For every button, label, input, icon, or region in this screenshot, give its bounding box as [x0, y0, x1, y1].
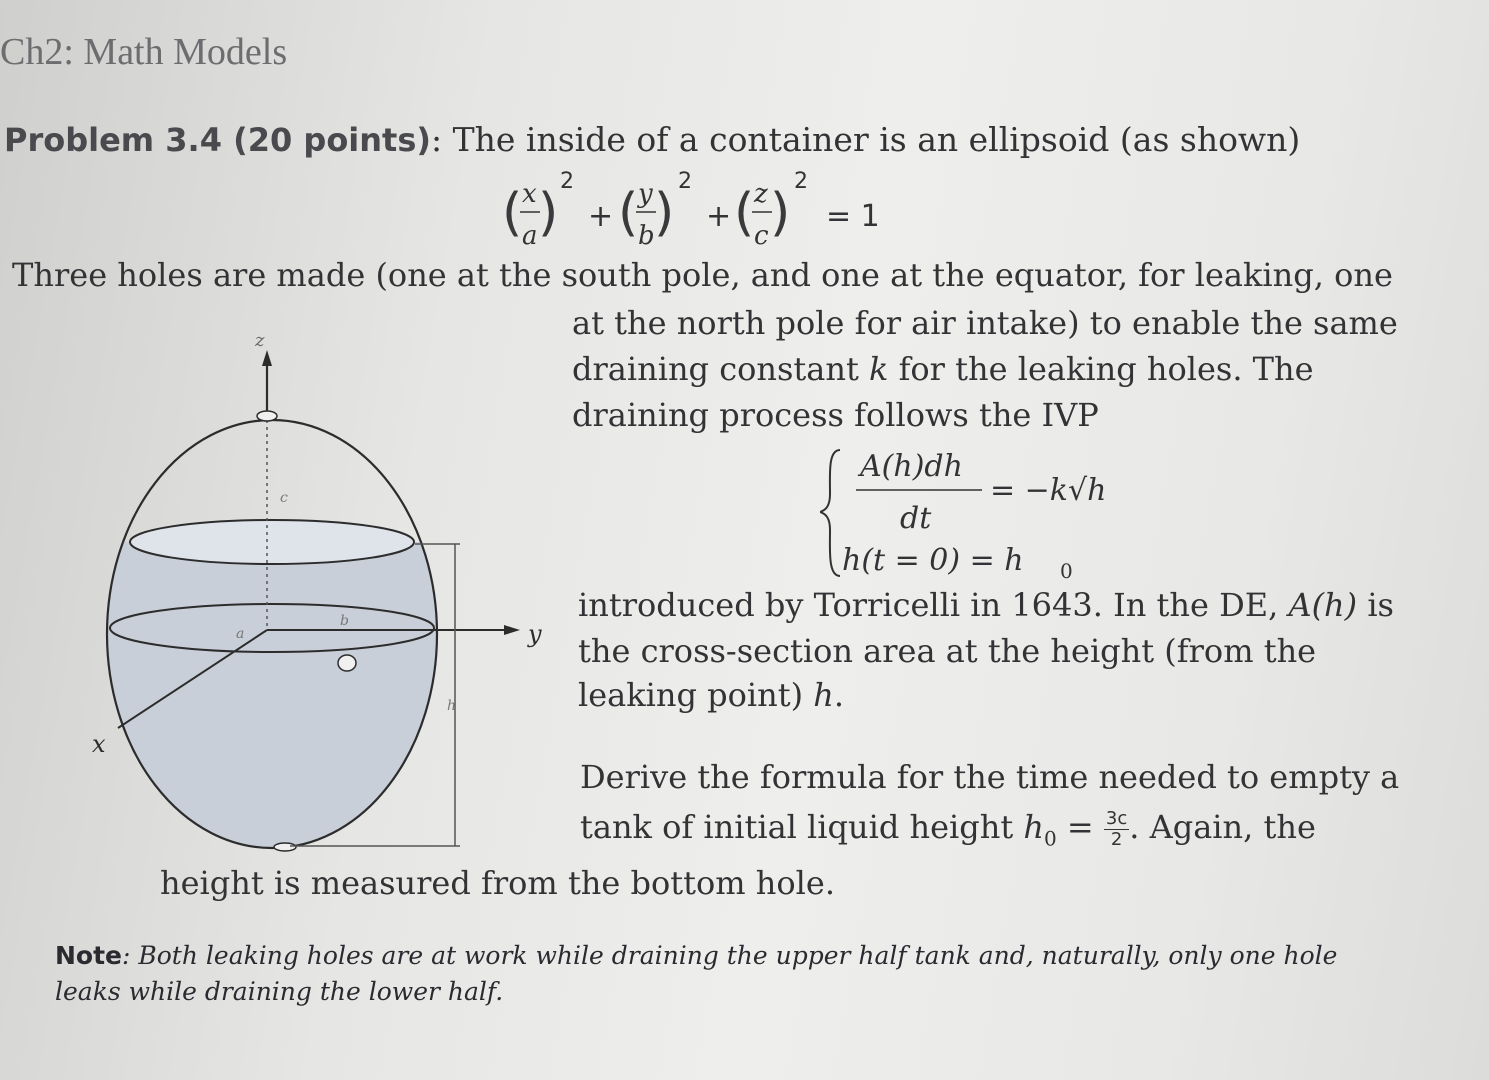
paragraph-line-3-b: for the leaking holes. The — [888, 350, 1314, 388]
area-function: A(h) — [1288, 586, 1358, 624]
y-axis-label: y — [528, 620, 542, 648]
task-line-2-a: tank of initial liquid height — [580, 808, 1024, 846]
task-line-3: height is measured from the bottom hole. — [160, 864, 835, 902]
svg-text:(: ( — [618, 183, 639, 243]
chapter-title: Ch2: Math Models — [0, 31, 288, 73]
equation-graphic — [500, 168, 920, 258]
note-text: : Both leaking holes are at work while draining the upper half tank and, naturally, only one hole leaks while draining the lower half. — [55, 941, 1338, 1006]
task-line-2-b: . Again, the — [1129, 808, 1316, 846]
initial-height-subscript: 0 — [1044, 826, 1057, 851]
term-x-numerator: x — [522, 179, 537, 209]
ivp-rhs: = −k√h — [990, 473, 1107, 508]
exponent-3: 2 — [794, 169, 808, 194]
term-z-numerator: z — [754, 179, 768, 209]
svg-text:): ) — [654, 183, 675, 243]
paragraph2-line-1-b: is — [1357, 586, 1394, 624]
term-y-numerator: y — [638, 179, 653, 209]
liquid-fill — [107, 420, 437, 848]
paragraph2-line-3-a: leaking point) — [578, 676, 814, 714]
problem-statement-line — [4, 120, 1300, 159]
fraction-3c-over-2 — [1104, 809, 1129, 850]
z-axis-label: z — [255, 330, 265, 351]
ellipsoid-figure — [0, 320, 570, 860]
x-axis-label: x — [92, 730, 106, 758]
problem-intro: : The inside of a container is an ellipsoid (as shown) — [431, 120, 1301, 159]
ivp-initial-condition: h(t = 0) = h — [842, 543, 1024, 578]
ivp-initial-subscript: 0 — [1060, 559, 1073, 583]
label-a: a — [236, 626, 245, 642]
paragraph2-line-1-a: introduced by Torricelli in 1643. In the DE, — [578, 586, 1289, 624]
fraction-denominator: 2 — [1110, 829, 1123, 850]
term-a-denominator: a — [522, 221, 538, 251]
label-c: c — [280, 490, 288, 506]
paragraph2-line-2: the cross-section area at the height (from the — [578, 632, 1317, 670]
plus-2: + — [706, 199, 732, 234]
svg-text:): ) — [538, 183, 559, 243]
term-b-denominator: b — [638, 221, 655, 251]
fraction-numerator: 3c — [1105, 808, 1128, 829]
label-h: h — [447, 698, 457, 714]
note-label: Note — [55, 941, 123, 970]
ivp-graphic — [820, 444, 1160, 584]
note — [55, 938, 1375, 1010]
paragraph-line-1: Three holes are made (one at the south pole, and one at the equator, for leaking, one — [12, 256, 1393, 294]
paragraph2-line-3-b: . — [833, 676, 845, 714]
paragraph2-line-1 — [578, 586, 1394, 624]
equator-hole — [338, 655, 356, 671]
term-c-denominator: c — [754, 221, 769, 251]
ivp-denominator: dt — [900, 501, 932, 536]
z-axis-arrow — [262, 350, 272, 366]
exponent-1: 2 — [560, 169, 574, 194]
paragraph2-line-3 — [578, 676, 844, 714]
svg-text:(: ( — [734, 183, 755, 243]
constant-k: k — [869, 350, 889, 388]
initial-height: h — [1023, 808, 1045, 846]
svg-text:): ) — [770, 183, 791, 243]
north-hole — [257, 411, 277, 421]
plus-1: + — [588, 199, 614, 234]
paragraph-line-2: at the north pole for air intake) to enable the same — [572, 304, 1398, 342]
ivp-numerator: A(h)dh — [860, 449, 963, 484]
south-hole — [274, 843, 296, 851]
problem-label: Problem 3.4 (20 points) — [4, 121, 432, 159]
task-line-1: Derive the formula for the time needed to empty a — [580, 758, 1400, 796]
y-axis-arrow — [504, 625, 520, 635]
task-line-2 — [580, 808, 1316, 850]
exponent-2: 2 — [678, 169, 692, 194]
paragraph-line-3-a: draining constant — [572, 350, 869, 388]
paragraph-line-4: draining process follows the IVP — [572, 396, 1099, 434]
paragraph-line-3 — [572, 350, 1314, 388]
label-b: b — [340, 613, 349, 629]
equation-rhs: = 1 — [826, 199, 880, 234]
liquid-surface — [130, 520, 414, 564]
task-equals: = — [1056, 808, 1104, 846]
svg-text:(: ( — [502, 183, 523, 243]
height-variable: h — [813, 676, 834, 714]
